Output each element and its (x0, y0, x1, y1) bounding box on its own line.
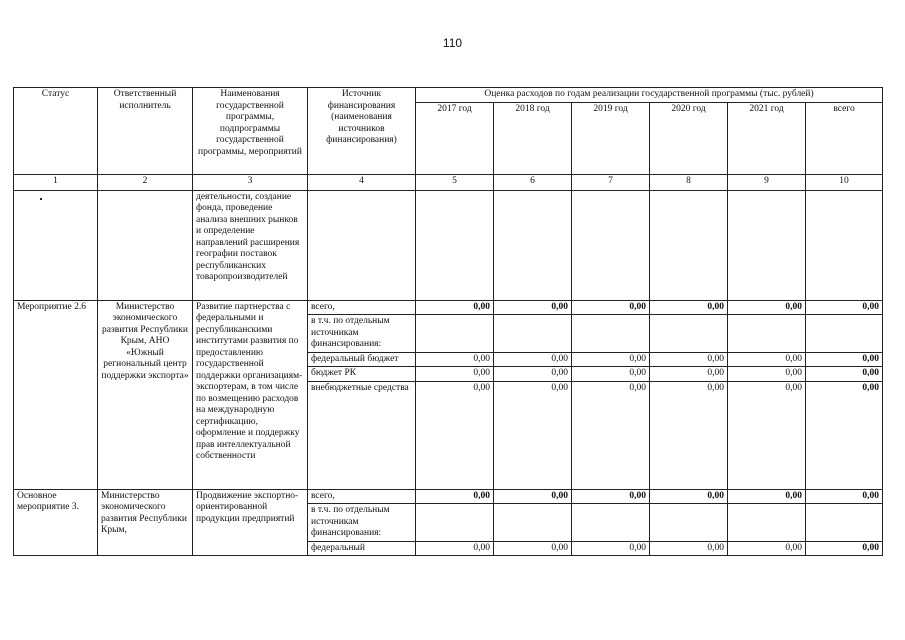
value-cell: 0,00 (572, 541, 650, 556)
source-cell: федеральный (308, 541, 416, 556)
value-cell: 0,00 (572, 367, 650, 382)
status-cell: Мероприятие 2.6 (14, 300, 98, 489)
col-number: 2 (98, 174, 193, 190)
value-cell: 0,00 (494, 352, 572, 367)
value-cell: 0,00 (494, 489, 572, 504)
header-executor: Ответственный исполнитель (98, 88, 193, 175)
value-cell: 0,00 (572, 352, 650, 367)
value-cell: 0,00 (494, 367, 572, 382)
name-cell: Продвижение экспортно-ориентированной продукции предприятий (193, 489, 308, 556)
value-cell: 0,00 (416, 489, 494, 504)
header-estimate: Оценка расходов по годам реализации государственной программы (тыс. рублей) (416, 88, 883, 103)
table-row (14, 300, 883, 315)
header-year: 2019 год (572, 102, 650, 174)
value-cell: 0,00 (650, 367, 728, 382)
header-year: 2021 год (728, 102, 806, 174)
header-name: Наименования государственной программы, подпрограммы государственной программы, мероприятий (193, 88, 308, 175)
header-total: всего (806, 102, 883, 174)
header-source: Источник финансирования (наименования источников финансирования) (308, 88, 416, 175)
value-cell: 0,00 (416, 352, 494, 367)
source-cell: бюджет РК (308, 367, 416, 382)
source-cell: всего, (308, 300, 416, 315)
value-cell: 0,00 (572, 381, 650, 489)
source-cell: в т.ч. по отдельным источникам финансирования: (308, 504, 416, 542)
header-year: 2017 год (416, 102, 494, 174)
value-cell: 0,00 (806, 300, 883, 315)
value-cell: 0,00 (650, 381, 728, 489)
value-cell: 0,00 (806, 352, 883, 367)
source-cell: всего, (308, 489, 416, 504)
value-cell: 0,00 (494, 381, 572, 489)
header-year: 2020 год (650, 102, 728, 174)
value-cell: 0,00 (572, 489, 650, 504)
column-numbers-row (14, 174, 883, 190)
cont-name: деятельности, создание фонда, проведение анализа внешних рынков и определение направлений расширения географии поставок республиканских товаропроизводителей (193, 190, 308, 300)
value-cell: 0,00 (650, 489, 728, 504)
status-cell: Основное мероприятие 3. (14, 489, 98, 556)
expenditure-table (13, 87, 883, 556)
value-cell: 0,00 (806, 541, 883, 556)
executor-cell: Министерство экономического развития Республики Крым, АНО «Южный региональный центр поддержки экспорта» (98, 300, 193, 489)
value-cell: 0,00 (650, 541, 728, 556)
value-cell: 0,00 (728, 541, 806, 556)
value-cell: 0,00 (806, 381, 883, 489)
name-cell: Развитие партнерства с федеральными и республиканскими институтами развития по предоставлению государственной поддержки организациям-экспортерам, в том числе по возмещению расходов на международную сертификацию, оформление и поддержку прав интеллектуальной собственности (193, 300, 308, 489)
executor-cell: Министерство экономического развития Республики Крым, (98, 489, 193, 556)
table-row (14, 489, 883, 504)
source-cell: федеральный бюджет (308, 352, 416, 367)
col-number: 8 (650, 174, 728, 190)
value-cell: 0,00 (416, 367, 494, 382)
col-number: 10 (806, 174, 883, 190)
col-number: 6 (494, 174, 572, 190)
source-cell: в т.ч. по отдельным источникам финансирования: (308, 315, 416, 353)
value-cell: 0,00 (416, 381, 494, 489)
value-cell: 0,00 (494, 541, 572, 556)
col-number: 3 (193, 174, 308, 190)
page-number: 110 (442, 36, 463, 50)
value-cell: 0,00 (494, 300, 572, 315)
value-cell: 0,00 (416, 300, 494, 315)
header-year: 2018 год (494, 102, 572, 174)
col-number: 1 (14, 174, 98, 190)
value-cell: 0,00 (416, 541, 494, 556)
col-number: 5 (416, 174, 494, 190)
value-cell: 0,00 (728, 489, 806, 504)
value-cell: 0,00 (806, 489, 883, 504)
continuation-row (14, 190, 883, 300)
value-cell: 0,00 (728, 352, 806, 367)
col-number: 4 (308, 174, 416, 190)
value-cell: 0,00 (650, 352, 728, 367)
source-cell: внебюджетные средства (308, 381, 416, 489)
value-cell: 0,00 (728, 381, 806, 489)
value-cell: 0,00 (572, 300, 650, 315)
value-cell: 0,00 (650, 300, 728, 315)
value-cell: 0,00 (806, 367, 883, 382)
col-number: 9 (728, 174, 806, 190)
value-cell: 0,00 (728, 300, 806, 315)
value-cell: 0,00 (728, 367, 806, 382)
header-status: Статус (14, 88, 98, 175)
col-number: 7 (572, 174, 650, 190)
